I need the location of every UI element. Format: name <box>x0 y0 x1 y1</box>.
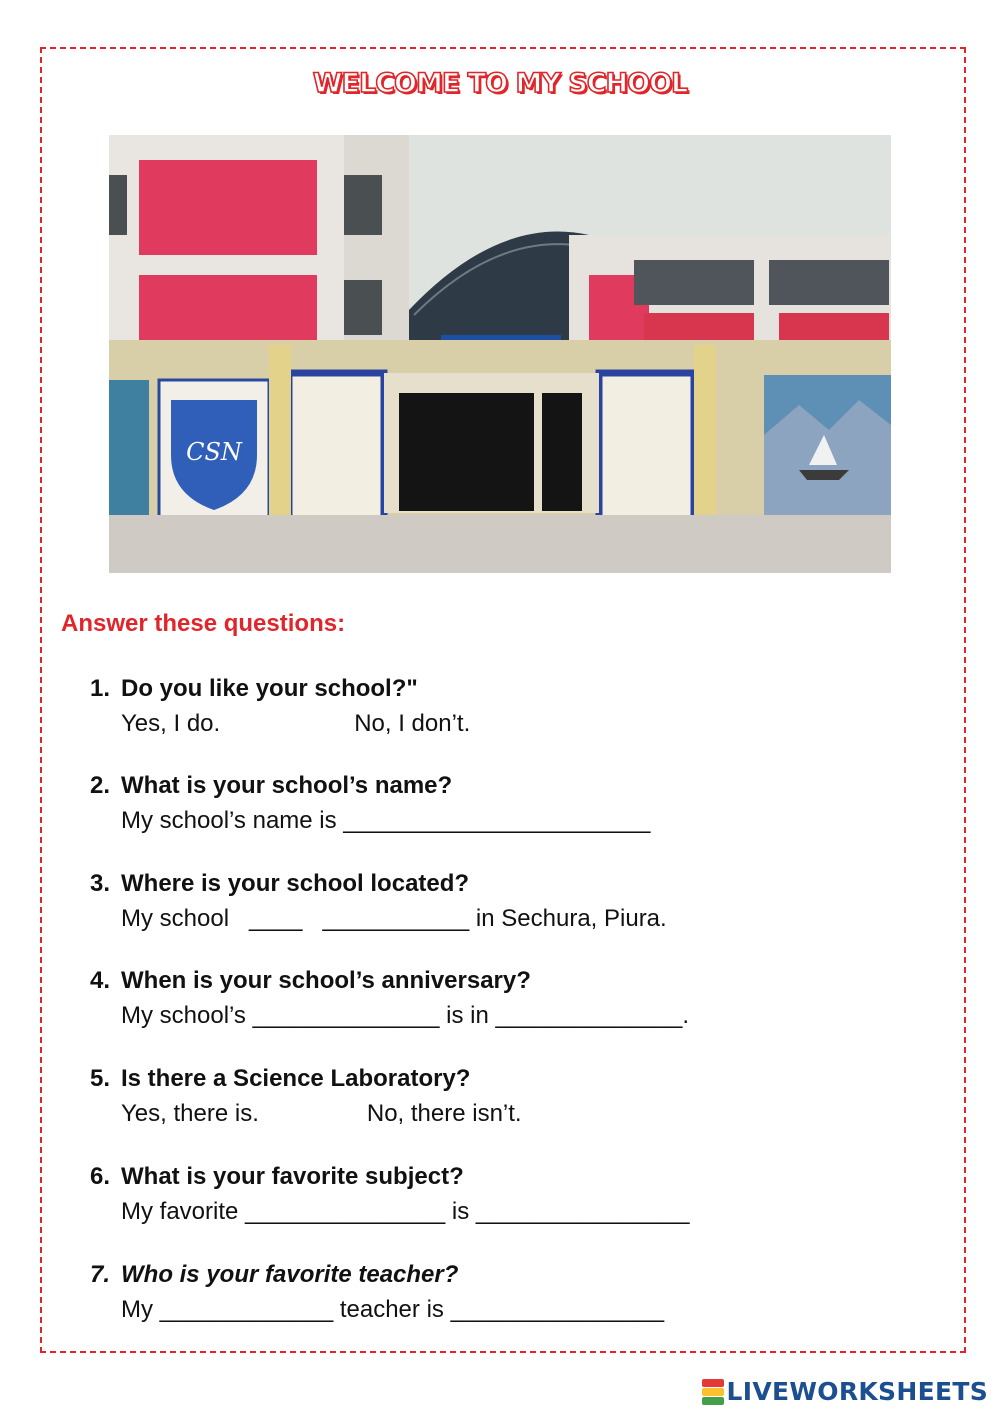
answer-start: My school <box>121 905 230 932</box>
school-photo <box>109 135 891 573</box>
question-text: Who is your favorite teacher? <box>121 1261 459 1288</box>
page-title: WELCOME TO MY SCHOOL <box>312 68 688 99</box>
question-1 <box>90 675 470 738</box>
question-5 <box>90 1065 522 1128</box>
answer-option-no[interactable]: No, there isn’t. <box>366 1100 522 1127</box>
question-number: 6. <box>90 1163 111 1190</box>
question-number: 1. <box>90 675 111 702</box>
answer-fill-line[interactable]: ___________ in Sechura, Piura. <box>322 905 667 932</box>
crest-text: CSN <box>186 438 242 466</box>
question-number: 2. <box>90 772 111 799</box>
question-number: 4. <box>90 967 111 994</box>
question-text: Is there a Science Laboratory? <box>121 1065 471 1092</box>
question-text: What is your favorite subject? <box>121 1163 464 1190</box>
question-number: 5. <box>90 1065 111 1092</box>
answer-option-yes[interactable]: Yes, there is. <box>121 1100 259 1127</box>
question-2 <box>90 772 650 835</box>
question-number: 7. <box>90 1261 111 1288</box>
question-number: 3. <box>90 870 111 897</box>
question-text: When is your school’s anniversary? <box>121 967 531 994</box>
question-7 <box>90 1261 664 1324</box>
answer-fill-line[interactable]: My favorite _______________ is ________________ <box>121 1198 690 1225</box>
logo-text: LIVEWORKSHEETS <box>726 1377 988 1406</box>
answer-fill-line[interactable]: My _____________ teacher is ________________ <box>121 1296 665 1323</box>
instructions-heading: Answer these questions: <box>61 610 346 637</box>
answer-fill-line[interactable]: My school’s ______________ is in ______________. <box>121 1002 690 1029</box>
liveworksheets-mark-icon <box>702 1379 724 1405</box>
liveworksheets-logo <box>702 1377 988 1406</box>
answer-fill-line[interactable]: My school’s name is _______________________ <box>121 807 651 834</box>
answer-option-yes[interactable]: Yes, I do. <box>121 710 221 737</box>
answer-option-no[interactable]: No, I don’t. <box>354 710 471 737</box>
question-text: Do you like your school?" <box>121 675 418 702</box>
answer-blank[interactable]: ____ <box>249 905 303 932</box>
question-3 <box>90 870 667 933</box>
question-6 <box>90 1163 689 1226</box>
question-text: Where is your school located? <box>121 870 470 897</box>
question-4 <box>90 967 689 1030</box>
question-text: What is your school’s name? <box>121 772 453 799</box>
